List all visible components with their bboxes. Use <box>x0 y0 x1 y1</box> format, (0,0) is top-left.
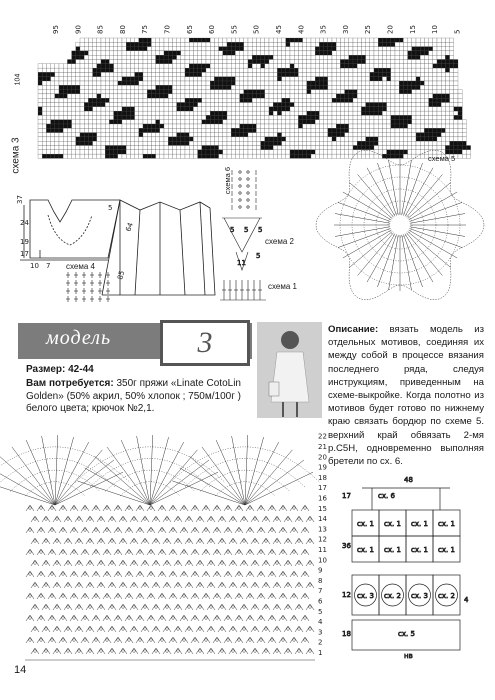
layout-s6-label: сх. 6 <box>378 492 395 500</box>
scheme-3-tick: 50 <box>252 25 261 34</box>
layout-cell-label: сх. 1 <box>357 546 374 554</box>
lace-row-number: 2 <box>318 638 323 647</box>
layout-cell-label: сх. 1 <box>438 520 455 528</box>
lace-row-number: 13 <box>318 525 327 534</box>
layout-cell-label: сх. 3 <box>357 592 374 600</box>
scheme-2-num-c: 5 <box>258 226 263 234</box>
lace-row-number: 4 <box>318 618 323 627</box>
lace-row-number: 22 <box>318 432 327 441</box>
layout-row-17: 17 <box>342 492 351 500</box>
layout-cell-label: сх. 1 <box>384 520 401 528</box>
lace-row-number: 1 <box>318 649 323 657</box>
scheme-3-tick: 25 <box>364 25 373 34</box>
dim-7: 7 <box>46 262 51 270</box>
lace-row-number: 20 <box>318 453 327 462</box>
layout-cell-label: сх. 2 <box>384 592 401 600</box>
lace-row-number: 8 <box>318 576 323 585</box>
layout-s5-label: сх. 5 <box>398 630 415 638</box>
lace-row-number: 6 <box>318 597 323 606</box>
scheme-6-label: схема 6 <box>223 166 233 195</box>
scheme-3-tick: 75 <box>141 25 150 34</box>
scheme-3-tick: 45 <box>275 25 283 34</box>
scheme-3-tick: 10 <box>431 25 440 34</box>
dim-24: 24 <box>20 219 29 227</box>
scheme-3-tick: 60 <box>208 25 217 34</box>
description-lead: Описание: <box>328 324 379 335</box>
scheme-3-tick: 90 <box>74 25 83 34</box>
layout-cell-label: сх. 3 <box>411 592 428 600</box>
materials-lead: Вам потребуется: <box>26 378 114 389</box>
lace-row-number: 19 <box>318 463 327 472</box>
scheme-3-tick: 20 <box>386 25 395 34</box>
materials-text: 350г пряжи «Linate CotoLin Golden» (50% акрил, 50% хлопок ; 750м/100г ) белого цвета; крючок №2,1. <box>26 378 241 414</box>
lace-row-number: 11 <box>318 546 327 554</box>
layout-cell-label: сх. 2 <box>438 592 455 600</box>
scheme-3-tick: 65 <box>185 25 194 34</box>
materials-info <box>26 378 256 416</box>
lace-row-number: 21 <box>318 443 327 451</box>
scheme-5-top-label: схема 5 <box>428 154 456 163</box>
dim-10: 10 <box>30 262 39 270</box>
dim-64: 64 <box>124 221 135 233</box>
scheme-3-tick: 95 <box>52 25 60 34</box>
scheme-3-tick: 70 <box>163 25 172 34</box>
scheme-3-row-number: 104 <box>14 73 22 86</box>
layout-cell-label: сх. 1 <box>438 546 455 554</box>
lace-row-number: 5 <box>318 607 323 616</box>
scheme-2-num-a: 5 <box>230 226 235 234</box>
lace-row-number: 17 <box>318 484 327 493</box>
lace-row-number: 9 <box>318 566 323 575</box>
page-number: 14 <box>14 664 27 676</box>
lace-row-number: 7 <box>318 587 323 596</box>
scheme-3-tick: 15 <box>408 25 417 34</box>
scheme-1-label: схема 1 <box>268 282 297 291</box>
scheme-3-tick: 85 <box>96 25 105 34</box>
layout-cell-label: сх. 1 <box>357 520 374 528</box>
scheme-3-tick: 5 <box>453 29 462 34</box>
lace-row-number: 10 <box>318 556 327 565</box>
layout-nv-label: нв <box>404 652 413 660</box>
size-info: Размер: 42-44 <box>26 364 94 375</box>
layout-cell-label: сх. 1 <box>384 546 401 554</box>
model-number: 3 <box>160 320 250 366</box>
layout-row-12: 12 <box>342 591 351 599</box>
lace-row-number: 14 <box>318 515 327 524</box>
layout-cell-label: сх. 1 <box>411 546 428 554</box>
scheme-4-label: схема 4 <box>66 262 95 271</box>
lace-row-number: 18 <box>318 473 327 482</box>
layout-width-48: 48 <box>404 476 413 484</box>
scheme-3-tick: 55 <box>230 25 239 34</box>
dim-17: 17 <box>20 250 29 258</box>
description-text: вязать модель из отдельных мотивов, соединяя их между собой в процессе вязания последнего ряда, следуя инструкциям, приведенным на схеме-выкройке. Когда полотно из мотивов будет готово по нижнему краю связать бордюр по схеме 5. верхний край обвязать 2-мя р.С5Н, одновременно выполняя бретели по сх. 6. <box>328 324 484 468</box>
scheme-3-tick: 40 <box>297 25 306 34</box>
scheme-3-tick: 30 <box>341 25 350 34</box>
model-photo <box>257 322 322 418</box>
lace-row-number: 3 <box>318 628 323 637</box>
layout-row-18: 18 <box>342 630 351 638</box>
scheme-3-label: схема 3 <box>10 137 22 174</box>
layout-four-label: 4 <box>464 596 469 604</box>
scheme-2-num-d: 11 <box>237 259 246 267</box>
scheme-3-tick: 35 <box>319 25 328 34</box>
description <box>328 323 484 468</box>
scheme-2-label: схема 2 <box>265 237 294 246</box>
dim-19: 19 <box>20 238 29 246</box>
scheme-2-num-b: 5 <box>244 226 249 234</box>
lace-row-number: 16 <box>318 494 327 503</box>
scheme-2-num-e: 5 <box>256 252 261 260</box>
scheme-3-tick: 80 <box>118 25 127 34</box>
dim-85: 85 <box>116 269 127 281</box>
lace-row-number: 15 <box>318 504 327 513</box>
model-title: модель <box>46 327 112 349</box>
dim-37: 37 <box>16 195 24 204</box>
layout-cell-label: сх. 1 <box>411 520 428 528</box>
dim-5: 5 <box>108 204 113 212</box>
layout-row-36: 36 <box>342 542 351 550</box>
lace-row-number: 12 <box>318 535 327 544</box>
